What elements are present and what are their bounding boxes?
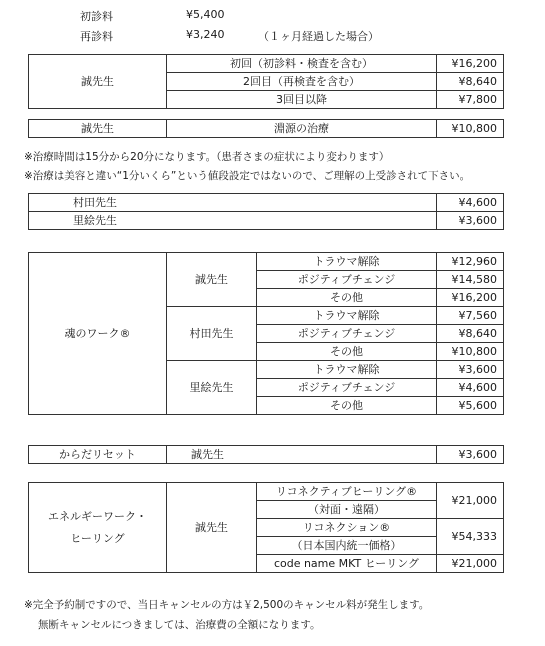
price-cell: ¥16,200 xyxy=(437,55,504,73)
table-row xyxy=(29,483,504,501)
price-cell: ¥10,800 xyxy=(437,343,504,361)
energy-work-title-line1: エネルギーワーク・ xyxy=(48,509,147,523)
note-treatment-time: ※治療時間は15分から20分になります。（患者さまの症状により変わります） xyxy=(24,151,390,163)
price-cell: ¥14,580 xyxy=(437,271,504,289)
price-cell: ¥12,960 xyxy=(437,253,504,271)
soul-work-title: 魂のワーク® xyxy=(29,253,167,415)
service-label: 初回（初診料・検査を含む） xyxy=(167,55,437,73)
doctor-cell: 誠先生 xyxy=(167,483,257,573)
service-label: ポジティブチェンジ xyxy=(257,325,437,343)
service-label: その他 xyxy=(257,289,437,307)
price-cell: ¥4,600 xyxy=(437,379,504,397)
makoto-source-table xyxy=(28,119,504,138)
price-cell: ¥54,333 xyxy=(437,519,504,555)
doctor-cell: 里絵先生 xyxy=(29,212,437,230)
service-sublabel: （日本国内統一価格） xyxy=(257,537,437,555)
makoto-exam-table xyxy=(28,54,504,109)
doctor-cell: 里絵先生 xyxy=(167,361,257,415)
service-label: リコネクティブヒーリング® xyxy=(257,483,437,501)
price-cell: ¥5,600 xyxy=(437,397,504,415)
doctor-cell: 誠先生 xyxy=(29,120,167,138)
service-sublabel: （対面・遠隔） xyxy=(257,501,437,519)
service-label: ポジティブチェンジ xyxy=(257,379,437,397)
revisit-fee-price: ¥3,240 xyxy=(186,28,225,41)
note-cancellation-fee: ※完全予約制ですので、当日キャンセルの方は￥2,500のキャンセル料が発生します。 xyxy=(24,599,430,611)
service-label: トラウマ解除 xyxy=(257,361,437,379)
table-row xyxy=(29,212,504,230)
body-reset-table xyxy=(28,445,504,464)
other-doctors-table xyxy=(28,193,504,230)
service-label: リコネクション® xyxy=(257,519,437,537)
service-label: 3回目以降 xyxy=(167,91,437,109)
service-label: トラウマ解除 xyxy=(257,307,437,325)
revisit-fee-note: （１ヶ月経過した場合） xyxy=(258,30,379,43)
price-cell: ¥21,000 xyxy=(437,555,504,573)
note-no-show: 無断キャンセルにつきましては、治療費の全額になります。 xyxy=(38,619,321,631)
table-row xyxy=(29,253,504,271)
body-reset-title: からだリセット xyxy=(29,446,167,464)
doctor-cell: 誠先生 xyxy=(29,55,167,109)
first-visit-fee-label: 初診料 xyxy=(80,10,113,23)
table-row xyxy=(29,55,504,73)
price-cell: ¥7,800 xyxy=(437,91,504,109)
price-cell: ¥7,560 xyxy=(437,307,504,325)
price-cell: ¥8,640 xyxy=(437,73,504,91)
service-label: code name MKT ヒーリング xyxy=(257,555,437,573)
table-row xyxy=(29,446,504,464)
service-label: ポジティブチェンジ xyxy=(257,271,437,289)
doctor-cell: 誠先生 xyxy=(167,446,437,464)
table-row xyxy=(29,194,504,212)
service-label: トラウマ解除 xyxy=(257,253,437,271)
energy-work-title xyxy=(29,483,167,573)
doctor-cell: 村田先生 xyxy=(29,194,437,212)
first-visit-fee-price: ¥5,400 xyxy=(186,8,225,21)
table-row xyxy=(29,120,504,138)
price-cell: ¥16,200 xyxy=(437,289,504,307)
price-cell: ¥3,600 xyxy=(437,361,504,379)
note-treatment-pricing: ※治療は美容と違い“1分いくら”という値段設定ではないので、ご理解の上受診されて下さい。 xyxy=(24,170,471,182)
price-cell: ¥3,600 xyxy=(437,446,504,464)
service-label: 2回目（再検査を含む） xyxy=(167,73,437,91)
revisit-fee-label: 再診料 xyxy=(80,30,113,43)
price-cell: ¥10,800 xyxy=(437,120,504,138)
soul-work-table xyxy=(28,252,504,415)
price-cell: ¥21,000 xyxy=(437,483,504,519)
price-cell: ¥8,640 xyxy=(437,325,504,343)
doctor-cell: 村田先生 xyxy=(167,307,257,361)
doctor-cell: 誠先生 xyxy=(167,253,257,307)
energy-work-title-line2: ヒーリング xyxy=(70,531,125,545)
service-label: その他 xyxy=(257,343,437,361)
price-cell: ¥3,600 xyxy=(437,212,504,230)
energy-work-table xyxy=(28,482,504,573)
service-label: 淵源の治療 xyxy=(167,120,437,138)
service-label: その他 xyxy=(257,397,437,415)
price-cell: ¥4,600 xyxy=(437,194,504,212)
